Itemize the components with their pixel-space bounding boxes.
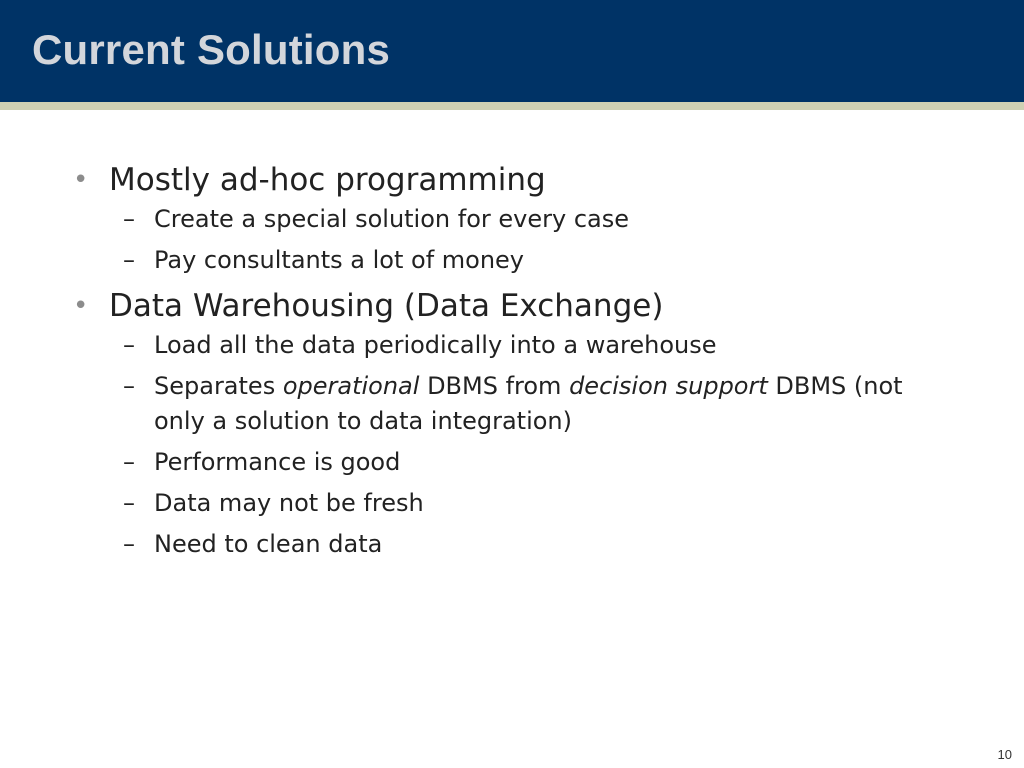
title-accent-rule	[0, 102, 1024, 110]
page-number: 10	[997, 747, 1012, 762]
bullet-icon: •	[73, 291, 89, 321]
dash-icon: –	[123, 372, 135, 400]
bullet-item	[0, 158, 1024, 202]
sub-text-part: DBMS (not only a solution to data integration)	[154, 372, 903, 435]
sub-bullet-item	[0, 369, 1024, 439]
sub-bullet-text: Create a special solution for every case	[154, 205, 629, 233]
sub-bullet-text	[154, 372, 903, 435]
bullet-text: Data Warehousing (Data Exchange)	[109, 288, 664, 324]
sub-bullet-item	[0, 202, 1024, 237]
sub-bullet-list	[0, 202, 1024, 278]
dash-icon: –	[123, 246, 135, 274]
sub-text-part: DBMS from	[419, 372, 570, 400]
dash-icon: –	[123, 530, 135, 558]
sub-bullet-item	[0, 486, 1024, 521]
italic-term: operational	[282, 372, 420, 400]
sub-bullet-text: Need to clean data	[154, 530, 383, 558]
bullet-text: Mostly ad-hoc programming	[109, 162, 546, 198]
slide-content	[0, 158, 1024, 568]
dash-icon: –	[123, 489, 135, 517]
italic-term: decision support	[569, 372, 768, 400]
sub-text-part: Separates	[154, 372, 283, 400]
sub-bullet-item	[0, 445, 1024, 480]
sub-bullet-item	[0, 243, 1024, 278]
sub-bullet-text: Data may not be fresh	[154, 489, 424, 517]
slide-title: Current Solutions	[32, 26, 391, 73]
dash-icon: –	[123, 331, 135, 359]
sub-bullet-list	[0, 328, 1024, 562]
sub-bullet-text: Performance is good	[154, 448, 401, 476]
bullet-icon: •	[73, 165, 89, 195]
sub-bullet-text: Load all the data periodically into a warehouse	[154, 331, 717, 359]
sub-bullet-item	[0, 328, 1024, 363]
bullet-item	[0, 284, 1024, 328]
dash-icon: –	[123, 205, 135, 233]
dash-icon: –	[123, 448, 135, 476]
sub-bullet-item	[0, 527, 1024, 562]
sub-bullet-text: Pay consultants a lot of money	[154, 246, 525, 274]
